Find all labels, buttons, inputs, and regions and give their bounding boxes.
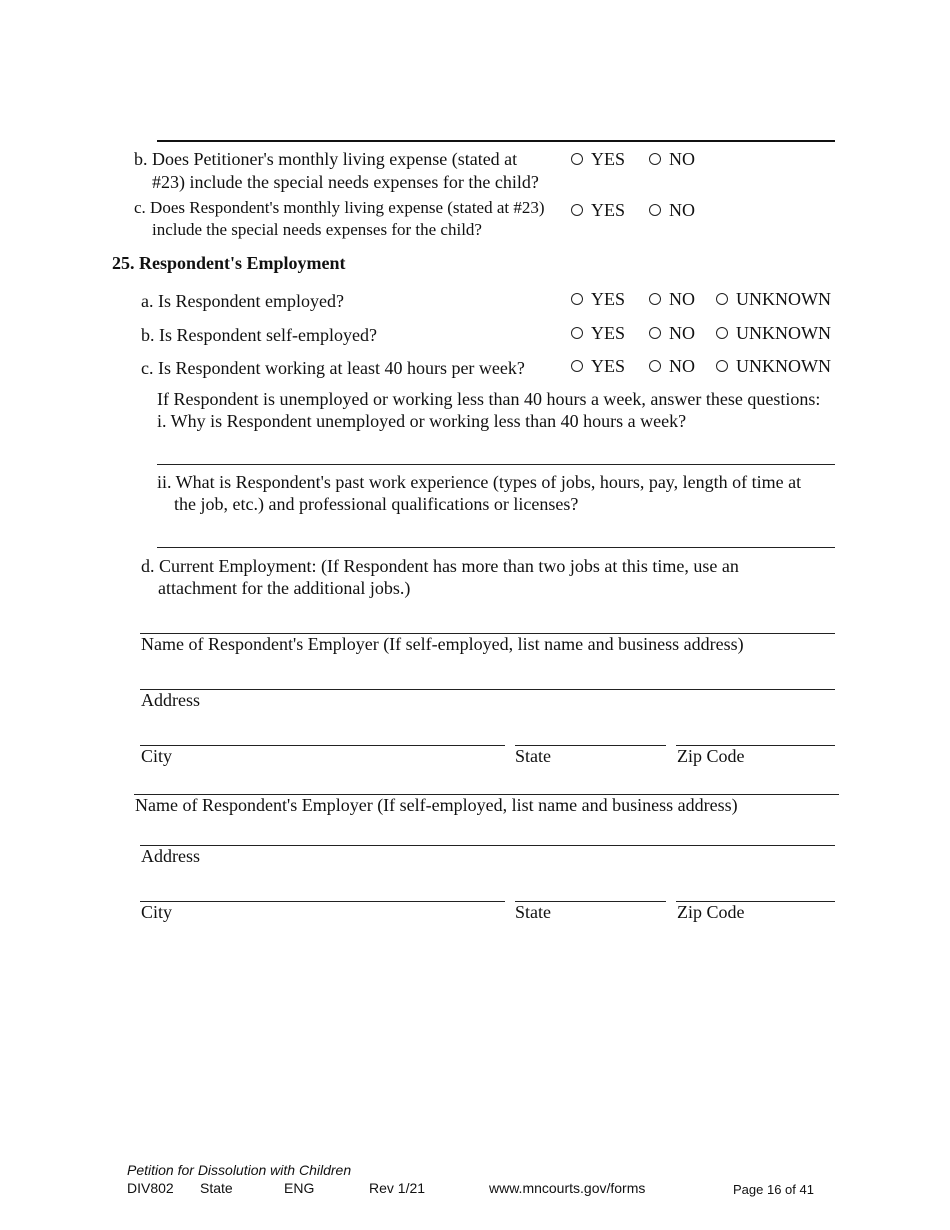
radio-circle-icon <box>716 293 728 305</box>
footer-revision: Rev 1/21 <box>369 1180 426 1196</box>
footer-form-code: DIV802 <box>127 1180 174 1196</box>
option-label: YES <box>591 356 626 376</box>
employer2-zip-label: Zip Code <box>677 902 745 922</box>
q24b-yes-radio[interactable] <box>571 148 625 170</box>
radio-circle-icon <box>571 204 583 216</box>
option-label: NO <box>669 200 695 220</box>
option-label: NO <box>669 356 695 376</box>
radio-circle-icon <box>649 204 661 216</box>
q24c-line1: c. Does Respondent's monthly living expense (stated at #23) <box>134 198 545 217</box>
radio-circle-icon <box>571 153 583 165</box>
option-label: NO <box>669 323 695 343</box>
q24b-line2: #23) include the special needs expenses for the child? <box>152 172 539 192</box>
q25b-unknown-radio[interactable] <box>716 322 831 344</box>
employer1-zip-label: Zip Code <box>677 746 745 766</box>
radio-circle-icon <box>571 293 583 305</box>
q25-ii-answer-line[interactable] <box>157 547 835 548</box>
employer1-name-label: Name of Respondent's Employer (If self-employed, list name and business address) <box>141 634 744 654</box>
option-label: YES <box>591 289 626 309</box>
employer2-address-label: Address <box>141 846 200 866</box>
radio-circle-icon <box>571 327 583 339</box>
employer1-address-label: Address <box>141 690 200 710</box>
q25a-yes-radio[interactable] <box>571 288 625 310</box>
q25-heading: 25. Respondent's Employment <box>112 253 346 273</box>
q24c-yes-radio[interactable] <box>571 199 625 221</box>
employer2-state-label: State <box>515 902 551 922</box>
q25a-unknown-radio[interactable] <box>716 288 831 310</box>
employer1-city-line[interactable] <box>140 745 505 746</box>
option-label: YES <box>591 200 626 220</box>
radio-circle-icon <box>716 327 728 339</box>
footer-website-link[interactable]: www.mncourts.gov/forms <box>489 1180 646 1196</box>
radio-circle-icon <box>571 360 583 372</box>
q25-d-line1: d. Current Employment: (If Respondent has more than two jobs at this time, use an <box>141 556 739 576</box>
option-label: NO <box>669 289 695 309</box>
option-label: NO <box>669 149 695 169</box>
q25c-unknown-radio[interactable] <box>716 355 831 377</box>
q25b-label: b. Is Respondent self-employed? <box>141 325 377 345</box>
q25-i-answer-line[interactable] <box>157 464 835 465</box>
footer-form-title: Petition for Dissolution with Children <box>127 1162 352 1178</box>
footer-language: ENG <box>284 1180 315 1196</box>
footer-page-number: Page 16 of 41 <box>733 1182 814 1197</box>
q25-if-text: If Respondent is unemployed or working less than 40 hours a week, answer these questions: <box>157 389 821 409</box>
q25b-no-radio[interactable] <box>649 322 695 344</box>
radio-circle-icon <box>649 360 661 372</box>
radio-circle-icon <box>716 360 728 372</box>
option-label: UNKNOWN <box>736 323 831 343</box>
q25c-yes-radio[interactable] <box>571 355 625 377</box>
employer2-address-line[interactable] <box>140 845 835 846</box>
q25-i-question: i. Why is Respondent unemployed or working less than 40 hours a week? <box>157 411 687 431</box>
q25a-label: a. Is Respondent employed? <box>141 291 344 311</box>
top-rule <box>157 140 835 142</box>
employer1-state-label: State <box>515 746 551 766</box>
q25c-label: c. Is Respondent working at least 40 hours per week? <box>141 358 525 378</box>
radio-circle-icon <box>649 327 661 339</box>
q24b-line1: b. Does Petitioner's monthly living expense (stated at <box>134 149 518 169</box>
q25b-yes-radio[interactable] <box>571 322 625 344</box>
option-label: YES <box>591 149 626 169</box>
employer2-city-line[interactable] <box>140 901 505 902</box>
q24c-line2: include the special needs expenses for the child? <box>152 220 482 239</box>
footer-jurisdiction: State <box>200 1180 233 1196</box>
option-label: UNKNOWN <box>736 356 831 376</box>
q24b-no-radio[interactable] <box>649 148 695 170</box>
option-label: YES <box>591 323 626 343</box>
q25-ii-line2: the job, etc.) and professional qualifications or licenses? <box>174 494 579 514</box>
q25-ii-line1: ii. What is Respondent's past work experience (types of jobs, hours, pay, length of time at <box>157 472 802 492</box>
employer2-city-label: City <box>141 902 173 922</box>
q24c-no-radio[interactable] <box>649 199 695 221</box>
q25c-no-radio[interactable] <box>649 355 695 377</box>
radio-circle-icon <box>649 293 661 305</box>
employer1-city-label: City <box>141 746 173 766</box>
q25a-no-radio[interactable] <box>649 288 695 310</box>
radio-circle-icon <box>649 153 661 165</box>
employer1-address-line[interactable] <box>140 689 835 690</box>
option-label: UNKNOWN <box>736 289 831 309</box>
q25-d-line2: attachment for the additional jobs.) <box>158 578 411 598</box>
employer2-name-label: Name of Respondent's Employer (If self-employed, list name and business address) <box>135 795 738 815</box>
